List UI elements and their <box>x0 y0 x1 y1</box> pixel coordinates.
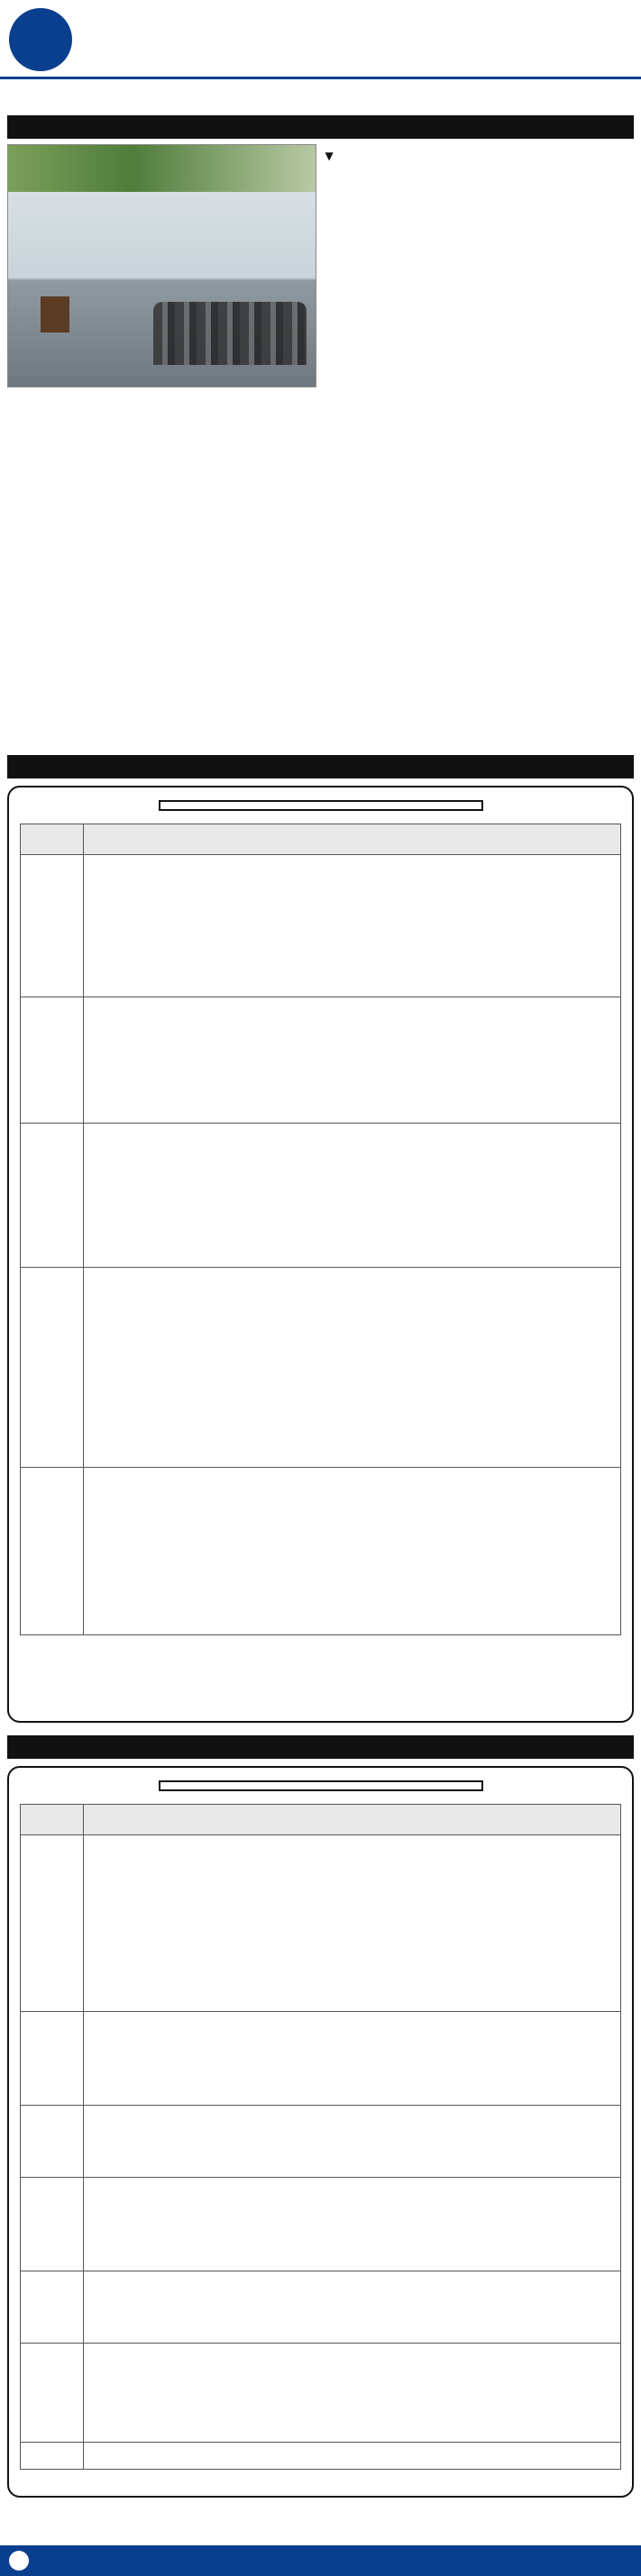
delegate-names <box>84 855 621 997</box>
photo-attendees <box>153 302 307 365</box>
table-row <box>21 1124 621 1268</box>
region-cell <box>21 2012 84 2106</box>
roster-section-1 <box>7 786 634 1723</box>
delegate-names <box>84 2106 621 2178</box>
table-row <box>21 1268 621 1468</box>
delegate-names <box>84 1835 621 2012</box>
link-bar <box>7 115 634 139</box>
roster-title <box>159 1780 483 1791</box>
section-divider <box>7 1735 634 1759</box>
region-cell <box>21 1835 84 2012</box>
kttu-logo-icon <box>9 2551 29 2571</box>
header-region <box>21 1805 84 1835</box>
triangle-bullet-icon: ▼ <box>325 150 334 162</box>
masthead <box>0 0 641 79</box>
table-row <box>21 997 621 1124</box>
region-cell <box>21 2443 84 2470</box>
region-cell <box>21 1124 84 1268</box>
table-row <box>21 855 621 997</box>
roster-section-2 <box>7 1766 634 2498</box>
article-left-column <box>7 144 316 742</box>
header-names <box>84 824 621 855</box>
header-region <box>21 824 84 855</box>
delegate-names <box>84 997 621 1124</box>
delegate-names <box>84 1268 621 1468</box>
table-row <box>21 2012 621 2106</box>
header-names <box>84 1805 621 1835</box>
table-row <box>21 2443 621 2470</box>
delegate-names <box>84 1124 621 1268</box>
region-cell <box>21 2178 84 2271</box>
photo-banner <box>8 145 316 192</box>
roster-title <box>159 800 483 811</box>
roster-header-row <box>21 1805 621 1835</box>
region-cell <box>21 997 84 1124</box>
article-body <box>7 144 634 742</box>
table-row <box>21 2178 621 2271</box>
footer <box>0 2545 641 2576</box>
delegate-names <box>84 2012 621 2106</box>
roster-table <box>20 1804 621 2470</box>
delegate-names <box>84 1468 621 1635</box>
kttu-logo-icon <box>9 8 72 71</box>
event-photo <box>7 144 316 387</box>
region-cell <box>21 1268 84 1468</box>
delegate-names <box>84 2443 621 2470</box>
table-row <box>21 1835 621 2012</box>
table-row <box>21 1468 621 1635</box>
photo-podium <box>41 296 69 332</box>
section-divider <box>7 755 634 778</box>
table-row <box>21 2106 621 2178</box>
region-cell <box>21 2271 84 2344</box>
headline <box>0 79 641 106</box>
roster-header-row <box>21 824 621 855</box>
roster-table <box>20 824 621 1635</box>
delegate-names <box>84 2178 621 2271</box>
delegate-names <box>84 2344 621 2443</box>
roster-note <box>325 150 635 162</box>
delegate-names <box>84 2271 621 2344</box>
table-row <box>21 2271 621 2344</box>
region-cell <box>21 855 84 997</box>
region-cell <box>21 2106 84 2178</box>
table-row <box>21 2344 621 2443</box>
region-cell <box>21 1468 84 1635</box>
article-right-column <box>325 144 635 742</box>
region-cell <box>21 2344 84 2443</box>
